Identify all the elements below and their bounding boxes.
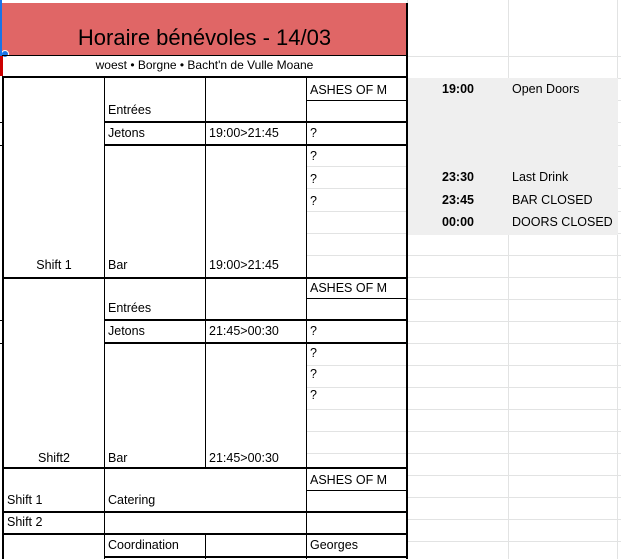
cell-volunteer[interactable]: ? [310,367,317,381]
schedule-label[interactable]: Open Doors [512,82,580,96]
cell-volunteer[interactable]: ? [310,149,317,163]
schedule-time[interactable]: 19:00 [442,82,474,96]
schedule-label[interactable]: Last Drink [512,170,569,184]
cell-volunteer[interactable]: ? [310,172,317,186]
cell-jetons-time[interactable]: 21:45>00:30 [209,324,279,338]
cell-bar-time[interactable]: 19:00>21:45 [209,258,279,272]
schedule-label[interactable]: DOORS CLOSED [512,215,613,229]
title-cell[interactable] [2,3,407,55]
cell-coordination[interactable]: Coordination [108,538,179,552]
cell-coordinator[interactable]: Georges [310,538,358,552]
cell-bar[interactable]: Bar [108,258,128,272]
cell-shift-label[interactable]: Shift 1 [36,258,72,272]
cell-jetons-time[interactable]: 19:00>21:45 [209,126,279,140]
cell-volunteer[interactable]: ? [310,126,317,140]
cell-shift-label[interactable]: Shift 1 [7,493,43,507]
cell-bar-time[interactable]: 21:45>00:30 [209,451,279,465]
schedule-time[interactable]: 23:30 [442,170,474,184]
cell-jetons[interactable]: Jetons [108,324,145,338]
cell-band[interactable]: ASHES OF M [310,83,388,97]
cell-band[interactable]: ASHES OF M [310,281,388,295]
sheet-title: Horaire bénévoles - 14/03 [77,25,332,50]
cell-entrees[interactable]: Entrées [108,301,152,315]
schedule-label[interactable]: BAR CLOSED [512,193,593,207]
cell-shift-label[interactable]: Shift2 [38,451,70,465]
cell-catering[interactable]: Catering [108,493,156,507]
cell-volunteer[interactable]: ? [310,388,317,402]
cell-volunteer[interactable]: ? [310,194,317,208]
cell-volunteer[interactable]: ? [310,324,317,338]
cell-band[interactable]: ASHES OF M [310,473,388,487]
cell-jetons[interactable]: Jetons [108,126,145,140]
schedule-time[interactable]: 00:00 [442,215,474,229]
cell-volunteer[interactable]: ? [310,346,317,360]
cell-entrees[interactable]: Entrées [108,103,152,117]
schedule-time[interactable]: 23:45 [442,193,474,207]
cell-bar[interactable]: Bar [108,451,128,465]
schedule-panel [408,78,618,235]
cell-shift-label[interactable]: Shift 2 [7,515,43,529]
sheet-subtitle[interactable]: woest • Borgne • Bacht'n de Vulle Moane [95,58,314,72]
